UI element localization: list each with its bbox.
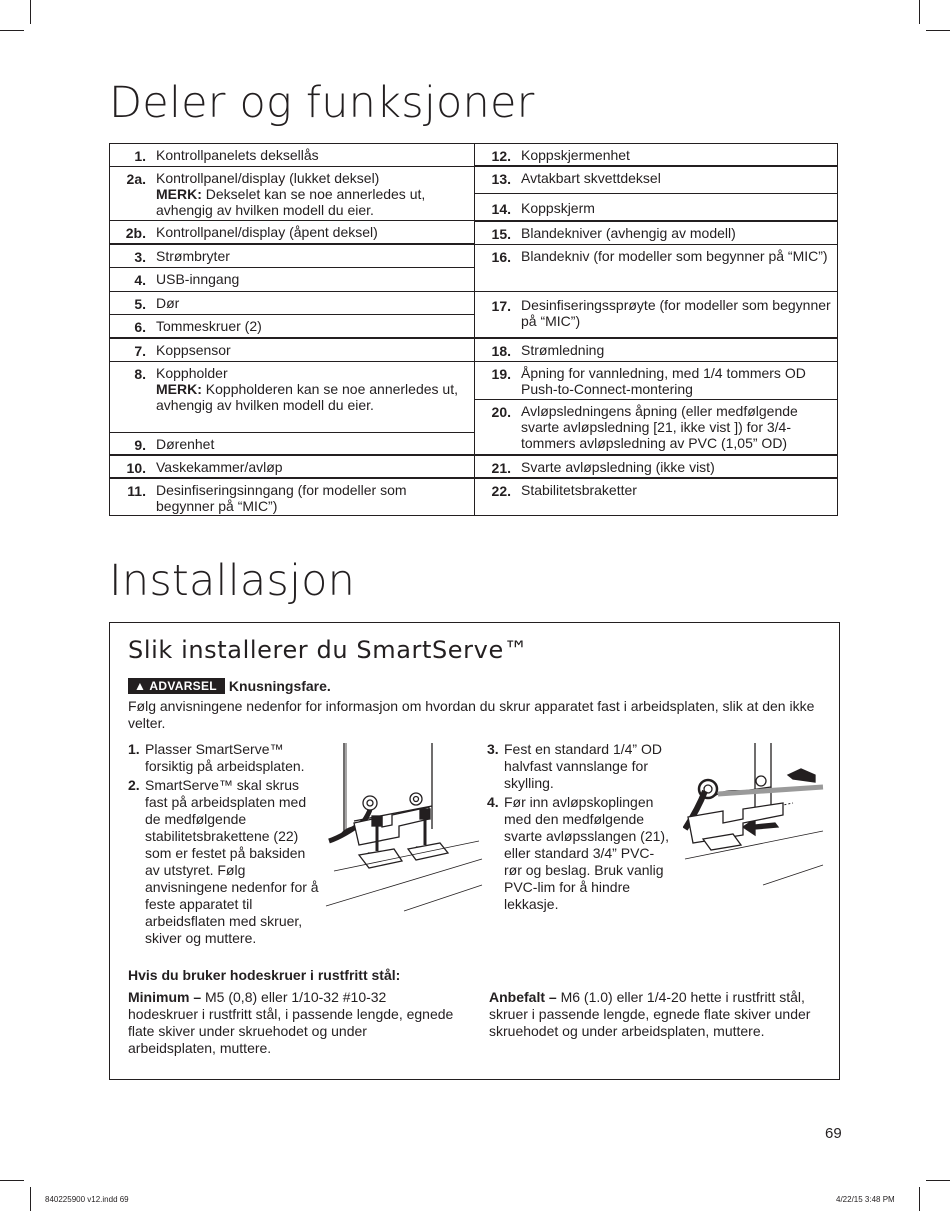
part-label: Avtakbart skvettdeksel	[521, 170, 661, 186]
install-title: Installasjon	[109, 556, 356, 606]
part-number: 17.	[491, 298, 511, 314]
parts-row	[110, 456, 474, 479]
install-step	[487, 794, 669, 913]
part-label: Vaskekammer/avløp	[156, 459, 283, 475]
part-label: Tommeskruer (2)	[156, 318, 262, 334]
part-number: 18.	[491, 343, 511, 359]
crop-mark	[0, 30, 24, 31]
parts-row	[110, 362, 474, 433]
install-box	[109, 622, 840, 1080]
part-number: 2a.	[126, 171, 146, 187]
drain-connection-illustration	[683, 739, 828, 889]
hardware-heading: Hvis du bruker hodeskruer i rustfritt stål:	[128, 967, 401, 983]
part-number: 15.	[491, 226, 511, 242]
part-number: 13.	[491, 171, 511, 187]
part-label: Blandekniver (avhengig av modell)	[521, 225, 736, 241]
crop-mark	[926, 1180, 950, 1181]
minimum-label: Minimum –	[128, 989, 202, 1005]
parts-row	[110, 144, 474, 167]
part-label: Åpning for vannledning, med 1/4 tommers OD Push-to-Connect-montering	[521, 365, 806, 397]
hardware-minimum	[128, 989, 458, 1057]
step-number: 3.	[487, 741, 499, 757]
parts-table	[109, 143, 838, 516]
part-number: 3.	[134, 249, 146, 265]
parts-row	[475, 245, 837, 292]
part-number: 5.	[134, 296, 146, 312]
part-label: Stabilitetsbraketter	[521, 482, 637, 498]
warning-badge-label: ADVARSEL	[149, 679, 217, 693]
recommended-label: Anbefalt –	[489, 989, 557, 1005]
part-number: 12.	[491, 148, 511, 164]
part-number: 9.	[134, 437, 146, 453]
part-label: Strømledning	[521, 342, 605, 358]
parts-column-right	[475, 144, 837, 515]
part-number: 2b.	[125, 225, 146, 241]
parts-row	[110, 315, 474, 339]
part-label: Koppskjerm	[521, 200, 595, 216]
part-label: Dør	[156, 295, 180, 311]
slug-date-info: 4/22/15 3:48 PM	[836, 1195, 895, 1204]
warning-badge	[128, 678, 225, 694]
part-label: Kontrollpanel/display (åpent deksel)	[156, 224, 378, 240]
step-number: 4.	[487, 794, 499, 810]
part-label: Koppsensor	[156, 342, 231, 358]
step-text: Før inn avløpskoplingen med den medfølgende svarte avløpsslangen (21), eller standard 3/4” PVC-rør og beslag. Bruk vanlig PVC-lim for å hindre lekkasje.	[504, 794, 669, 912]
parts-row	[475, 144, 837, 167]
step-text: Fest en standard 1/4” OD halvfast vannslange for skylling.	[504, 741, 662, 791]
hardware-recommended	[489, 989, 824, 1040]
part-number: 22.	[491, 483, 511, 499]
note-text: Koppholderen kan se noe annerledes ut, avhengig av hvilken modell du eier.	[156, 381, 458, 413]
slug-file-info: 840225900 v12.indd 69	[45, 1195, 129, 1204]
parts-row	[110, 167, 474, 221]
crop-mark	[919, 0, 920, 24]
install-step	[487, 741, 669, 792]
part-number: 19.	[491, 366, 511, 382]
part-label: Svarte avløpsledning (ikke vist)	[521, 459, 715, 475]
crop-mark	[926, 30, 950, 31]
crop-mark	[30, 1187, 31, 1211]
parts-column-left	[110, 144, 475, 515]
note-label: MERK:	[156, 186, 202, 202]
part-label: Desinfiseringsinngang (for modeller som begynner på “MIC”)	[156, 482, 407, 514]
parts-row	[110, 479, 474, 515]
part-label: Strømbryter	[156, 248, 230, 264]
warning-heading: Knusningsfare.	[228, 678, 331, 694]
warning-line	[128, 678, 331, 695]
install-step	[128, 777, 323, 947]
part-cell	[156, 365, 468, 413]
part-label: Dørenhet	[156, 436, 215, 452]
install-subtitle: Slik installerer du SmartServe™	[128, 636, 529, 664]
step-text: SmartServe™ skal skrus fast på arbeidsplaten med de medfølgende stabilitetsbrakettene (22) som er festet på baksiden av utstyret. Følg anvisningene nedenfor for å feste apparatet til arbeidsflaten med skruer, skiver og muttere.	[145, 777, 319, 946]
parts-row	[475, 222, 837, 245]
part-label: Kontrollpanel/display (lukket deksel)	[156, 170, 380, 186]
recommended-text: M6 (1.0) eller 1/4-20 hette i rustfritt stål, skruer i passende lengde, egnede flate skiver under skruehodet og under arbeidsplaten, muttere.	[489, 989, 811, 1039]
steps-right	[487, 741, 669, 915]
step-number: 2.	[128, 777, 140, 793]
part-number: 7.	[134, 343, 146, 359]
parts-row	[475, 456, 837, 479]
part-label: Kontrollpanelets deksellås	[156, 147, 319, 163]
part-number: 11.	[127, 483, 146, 499]
step-text: Plasser SmartServe™ forsiktig på arbeidsplaten.	[145, 741, 305, 774]
note-text: Dekselet kan se noe annerledes ut, avhengig av hvilken modell du eier.	[156, 186, 426, 218]
warning-text: Følg anvisningene nedenfor for informasjon om hvordan du skrur apparatet fast i arbeidsplaten, slik at den ikke velter.	[128, 698, 815, 731]
part-label: Desinfiseringssprøyte (for modeller som begynner på “MIC”)	[521, 297, 831, 329]
parts-row	[110, 268, 474, 292]
part-label: Koppholder	[156, 365, 228, 381]
parts-row	[475, 400, 837, 456]
parts-row	[475, 167, 837, 194]
parts-row	[475, 194, 837, 222]
part-number: 21.	[491, 460, 511, 476]
bracket-illustration	[324, 741, 484, 916]
parts-title: Deler og funksjoner	[109, 78, 535, 128]
parts-row	[110, 245, 474, 268]
parts-row	[110, 433, 474, 456]
part-label: USB-inngang	[156, 271, 240, 287]
crop-mark	[919, 1187, 920, 1211]
parts-row	[475, 479, 837, 515]
page-number: 69	[825, 1125, 842, 1142]
step-number: 1.	[128, 741, 140, 757]
parts-row	[475, 292, 837, 339]
minimum-text: M5 (0,8) eller 1/10-32 #10-32 hodeskruer i rustfritt stål, i passende lengde, egnede flate skiver under skruehodet og under arbeidsplaten, muttere.	[128, 989, 454, 1056]
warning-triangle-icon: ▲	[134, 679, 147, 693]
parts-row	[110, 221, 474, 245]
part-label: Blandekniv (for modeller som begynner på “MIC”)	[521, 248, 828, 264]
parts-row	[475, 362, 837, 400]
crop-mark	[30, 0, 31, 24]
part-label: Koppskjermenhet	[521, 147, 630, 163]
steps-left	[128, 741, 323, 949]
part-number: 14.	[491, 201, 511, 217]
crop-mark	[0, 1180, 24, 1181]
part-number: 20.	[491, 404, 511, 420]
parts-row	[110, 292, 474, 315]
install-step	[128, 741, 323, 775]
part-number: 8.	[134, 366, 146, 382]
part-number: 4.	[134, 272, 146, 288]
parts-row	[475, 339, 837, 362]
part-cell	[156, 170, 468, 218]
note-label: MERK:	[156, 381, 202, 397]
part-number: 1.	[134, 148, 146, 164]
part-number: 6.	[134, 319, 146, 335]
parts-row	[110, 339, 474, 362]
part-number: 10.	[126, 460, 146, 476]
part-number: 16.	[491, 249, 511, 265]
part-label: Avløpsledningens åpning (eller medfølgende svarte avløpsledning [21, ikke vist ]) for 3/4-tommers avløpsledning av PVC (1,05” OD)	[521, 403, 798, 451]
